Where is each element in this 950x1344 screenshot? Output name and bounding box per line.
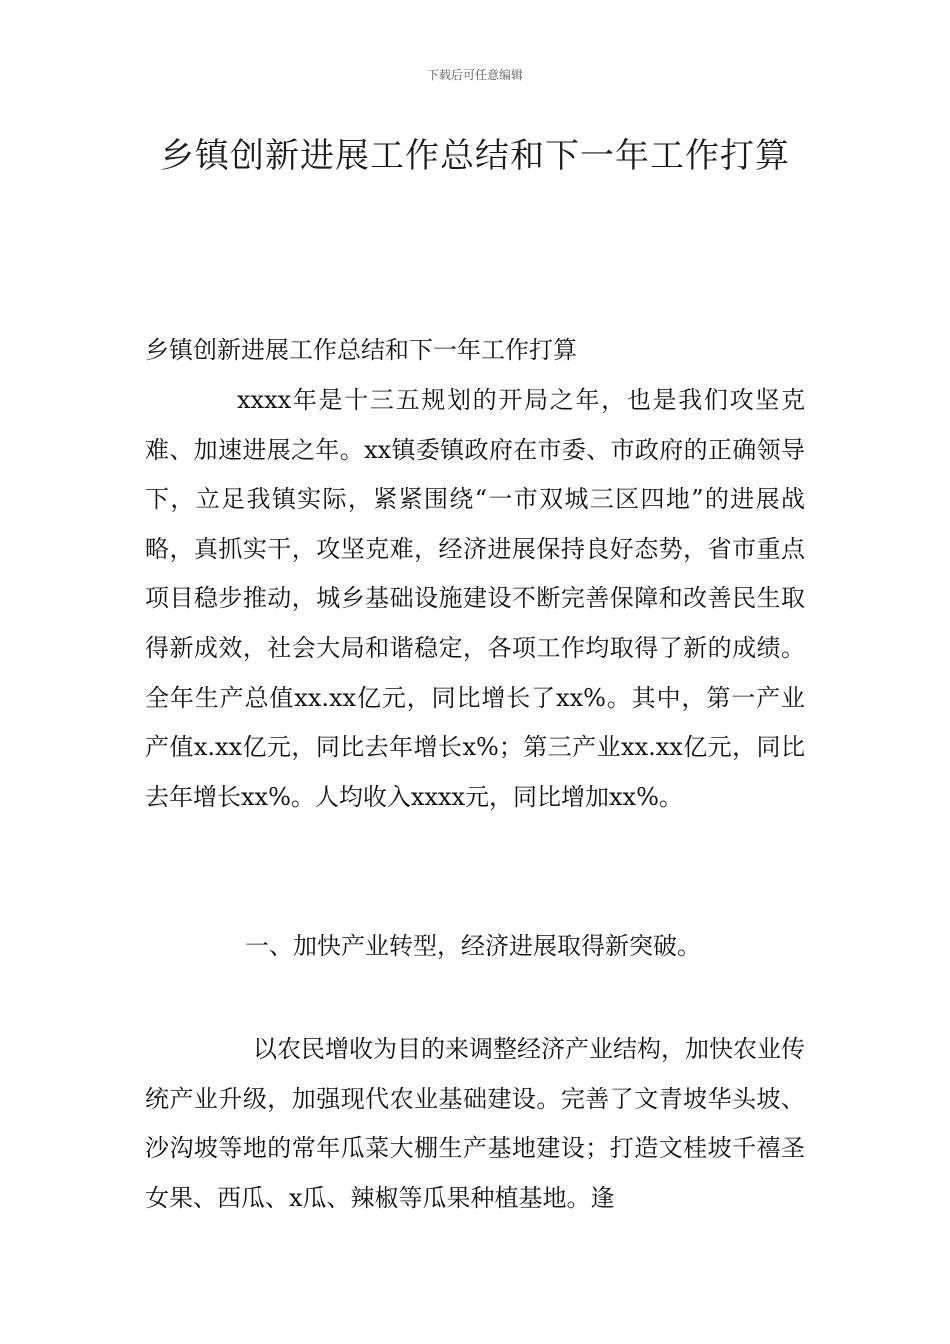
document-subtitle: 乡镇创新进展工作总结和下一年工作打算 <box>145 336 577 364</box>
paragraph-intro: xxxx年是十三五规划的开局之年，也是我们攻坚克难、加速进展之年。xx镇委镇政府在市委、市政府的正确领导下，立足我镇实际，紧紧围绕“一市双城三区四地”的进展战略，真抓实干，攻坚克难，经济进展保持良好态势，省市重点项目稳步推动，城乡基础设施建设不断完善保障和改善民生取得新成效，社会大局和谐稳定，各项工作均取得了新的成绩。全年生产总值xx.xx亿元，同比增长了xx%。其中，第一产业产值x.xx亿元，同比去年增长x%；第三产业xx.xx亿元，同比去年增长xx%。人均收入xxxx元，同比增加xx%。 <box>145 386 805 811</box>
document-title: 乡镇创新进展工作总结和下一年工作打算 <box>160 136 790 176</box>
paragraph-section-1: 以农民增收为目的来调整经济产业结构，加快农业传统产业升级，加强现代农业基础建设。完善了文青坡华头坡、沙沟坡等地的常年瓜菜大棚生产基地建设；打造文桂坡千禧圣女果、西瓜、x瓜、辣椒等瓜果种植基地。逢 <box>145 1035 805 1212</box>
section-heading-1: 一、加快产业转型，经济进展取得新突破。 <box>245 932 701 960</box>
header-note: 下载后可任意编辑 <box>426 68 523 82</box>
